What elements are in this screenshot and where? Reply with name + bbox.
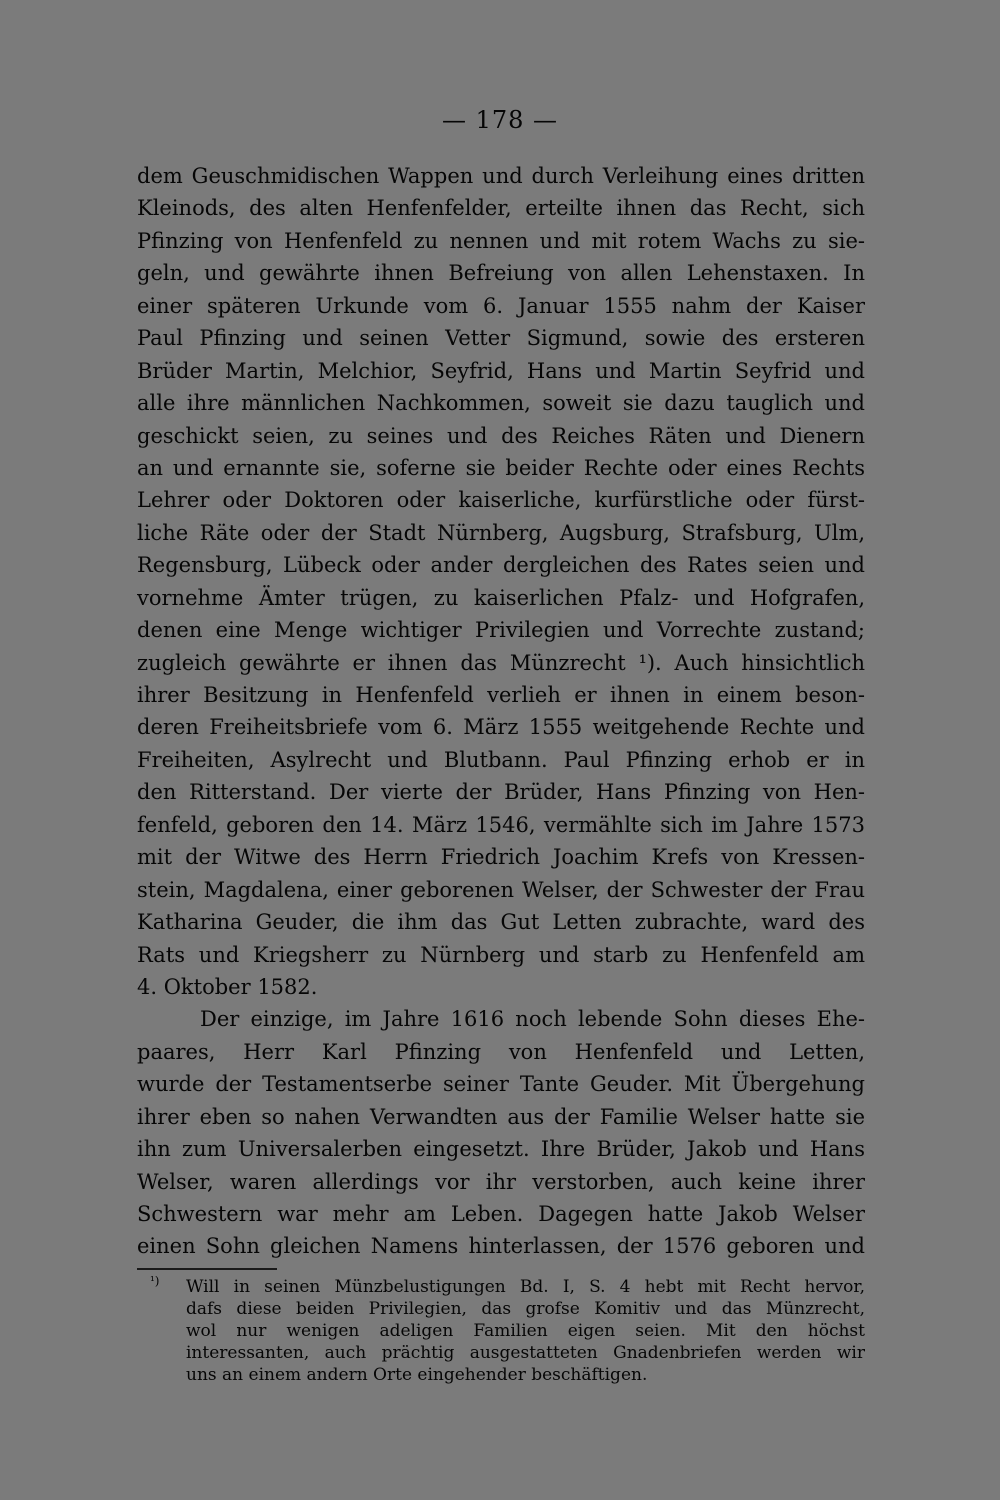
text-line: ihrer Besitzung in Henfenfeld verlieh er ihnen in einem beson- xyxy=(137,683,865,707)
text-line: 4. Oktober 1582. xyxy=(137,974,318,999)
text-line: Schwestern war mehr am Leben. Dagegen hatte Jakob Welser xyxy=(137,1202,865,1226)
text-line: geln, und gewährte ihnen Befreiung von allen Lehenstaxen. In xyxy=(137,261,865,286)
footnote-line: dafs diese beiden Privilegien, das grofse Komitiv und das Münzrecht, xyxy=(186,1299,865,1319)
text-line: deren Freiheitsbriefe vom 6. März 1555 weitgehende Rechte und xyxy=(137,715,865,740)
text-line: dem Geuschmidischen Wappen und durch Verleihung eines dritten xyxy=(137,164,865,188)
text-line: Freiheiten, Asylrecht und Blutbann. Paul Pfinzing erhob er in xyxy=(137,747,865,772)
body-text xyxy=(137,160,865,1263)
text-line: Pfinzing von Henfenfeld zu nennen und mit rotem Wachs zu sie- xyxy=(137,228,865,253)
text-line: einer späteren Urkunde vom 6. Januar 1555 nahm der Kaiser xyxy=(137,293,865,318)
text-line: Rats und Kriegsherr zu Nürnberg und starb zu Henfenfeld am xyxy=(137,942,865,967)
text-line: fenfeld, geboren den 14. März 1546, vermählte sich im Jahre 1573 xyxy=(137,812,865,837)
text-line: alle ihre männlichen Nachkommen, soweit sie dazu tauglich und xyxy=(137,391,865,416)
footnote-line: interessanten, auch prächtig ausgestatteten Gnadenbriefen werden wir xyxy=(186,1343,865,1363)
text-line: zugleich gewährte er ihnen das Münzrecht ¹). Auch hinsichtlich xyxy=(137,650,865,675)
text-line: mit der Witwe des Herrn Friedrich Joachim Krefs von Kressen- xyxy=(137,845,865,870)
text-line: liche Räte oder der Stadt Nürnberg, Augsburg, Strafsburg, Ulm, xyxy=(137,520,865,545)
text-line: Welser, waren allerdings vor ihr verstorben, auch keine ihrer xyxy=(137,1169,865,1194)
text-line: ihn zum Universalerben eingesetzt. Ihre Brüder, Jakob und Hans xyxy=(137,1137,865,1162)
text-line: paares, Herr Karl Pfinzing von Henfenfeld und Letten, xyxy=(137,1039,865,1064)
footnote xyxy=(150,1276,865,1386)
text-line: einen Sohn gleichen Namens hinterlassen, der 1576 geboren und xyxy=(137,1234,865,1259)
text-line: Lehrer oder Doktoren oder kaiserliche, kurfürstliche oder fürst- xyxy=(137,488,865,513)
text-line: geschickt seien, zu seines und des Reiches Räten und Dienern xyxy=(137,423,865,448)
paragraph-start-line: Der einzige, im Jahre 1616 noch lebende Sohn dieses Ehe- xyxy=(200,1007,865,1032)
footnote-line: ¹) Will in seinen Münzbelustigungen Bd. I, S. 4 hebt mit Recht hervor, xyxy=(150,1276,865,1297)
page-number: — 178 — xyxy=(441,106,559,134)
text-line: stein, Magdalena, einer geborenen Welser, der Schwester der Frau xyxy=(137,877,865,902)
footnote-text: Will in seinen Münzbelustigungen Bd. I, S. 4 hebt mit Recht hervor, xyxy=(186,1277,865,1297)
text-line: Brüder Martin, Melchior, Seyfrid, Hans und Martin Seyfrid und xyxy=(137,358,865,383)
footnote-line: uns an einem andern Orte eingehender beschäftigen. xyxy=(186,1365,648,1385)
text-line: vornehme Ämter trügen, zu kaiserlichen Pfalz- und Hofgrafen, xyxy=(137,585,865,610)
text-line: Regensburg, Lübeck oder ander dergleichen des Rates seien und xyxy=(137,553,865,578)
text-line: ihrer eben so nahen Verwandten aus der Familie Welser hatte sie xyxy=(137,1104,865,1129)
text-line: an und ernannte sie, soferne sie beider Rechte oder eines Rechts xyxy=(137,455,865,480)
text-line: denen eine Menge wichtiger Privilegien und Vorrechte zustand; xyxy=(137,618,865,643)
footnote-divider xyxy=(137,1268,277,1270)
text-line: wurde der Testamentserbe seiner Tante Geuder. Mit Übergehung xyxy=(137,1072,865,1097)
text-line: den Ritterstand. Der vierte der Brüder, Hans Pfinzing von Hen- xyxy=(137,780,865,805)
text-line: Katharina Geuder, die ihm das Gut Letten zubrachte, ward des xyxy=(137,910,865,935)
text-line: Paul Pfinzing und seinen Vetter Sigmund, sowie des ersteren xyxy=(137,326,865,351)
footnote-line: wol nur wenigen adeligen Familien eigen seien. Mit den höchst xyxy=(186,1321,865,1341)
text-line: Kleinods, des alten Henfenfelder, erteilte ihnen das Recht, sich xyxy=(137,196,865,221)
